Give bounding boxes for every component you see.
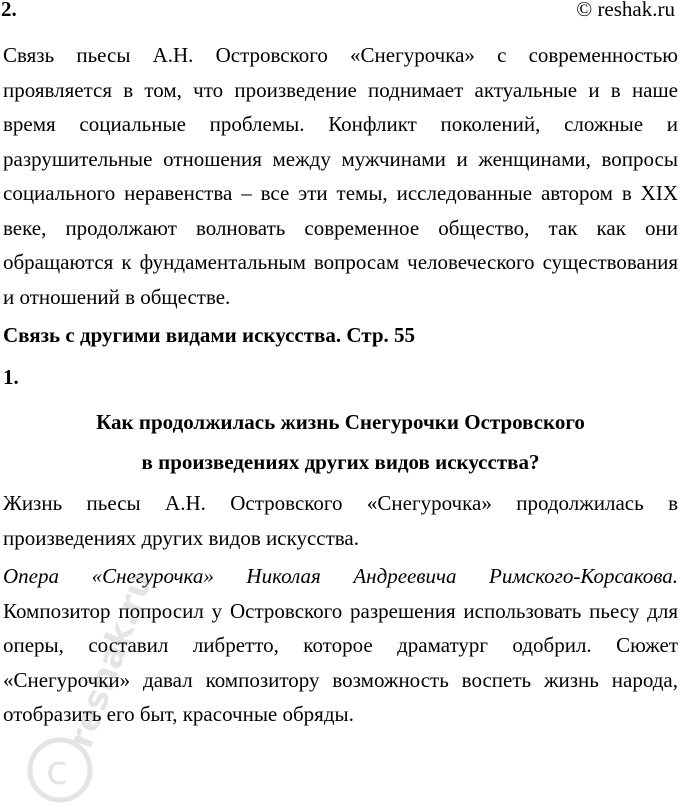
- question-title-line-2: в произведениях других видов искусства?: [141, 450, 540, 474]
- task-number: 2.: [1, 0, 17, 21]
- opera-description: Композитор попросил у Островского разрешения использовать пьесу для оперы, составил либретто, которое драматург одобрил. Сюжет «Снегурочки» давал композитору возможность воспеть жизнь народа, отобразить его быт, красочные обряды.: [3, 598, 678, 726]
- site-credit: © reshak.ru: [576, 0, 675, 21]
- question-title: [3, 402, 678, 482]
- document-body: [3, 38, 678, 732]
- opera-title: Опера «Снегурочка» Николая Андреевича Римского-Корсакова.: [3, 564, 678, 588]
- svg-text:c: c: [46, 748, 68, 794]
- intro-paragraph: Жизнь пьесы А.Н. Островского «Снегурочка» продолжилась в произведениях других видов искусства.: [3, 491, 678, 550]
- section-title: Связь с другими видами искусства. Стр. 55: [3, 323, 416, 347]
- answer-paragraph: Связь пьесы А.Н. Островского «Снегурочка» с современностью проявляется в том, что произведение поднимает актуальные и в наше время социальные проблемы. Конфликт поколений, сложные и разрушительные отношения между мужчинами и женщинами, вопросы социального неравенства – все эти темы, исследованные автором в XIX веке, продолжают волновать современное общество, так как они обращаются к фундаментальным вопросам человеческого существования и отношений в обществе.: [3, 43, 678, 309]
- page-header: [0, 0, 680, 28]
- opera-paragraph: [3, 559, 678, 732]
- question-title-line-1: Как продолжилась жизнь Снегурочки Островского: [96, 410, 585, 434]
- watermark-text: reshak.ru: [60, 566, 162, 754]
- section-number: 1.: [3, 365, 19, 389]
